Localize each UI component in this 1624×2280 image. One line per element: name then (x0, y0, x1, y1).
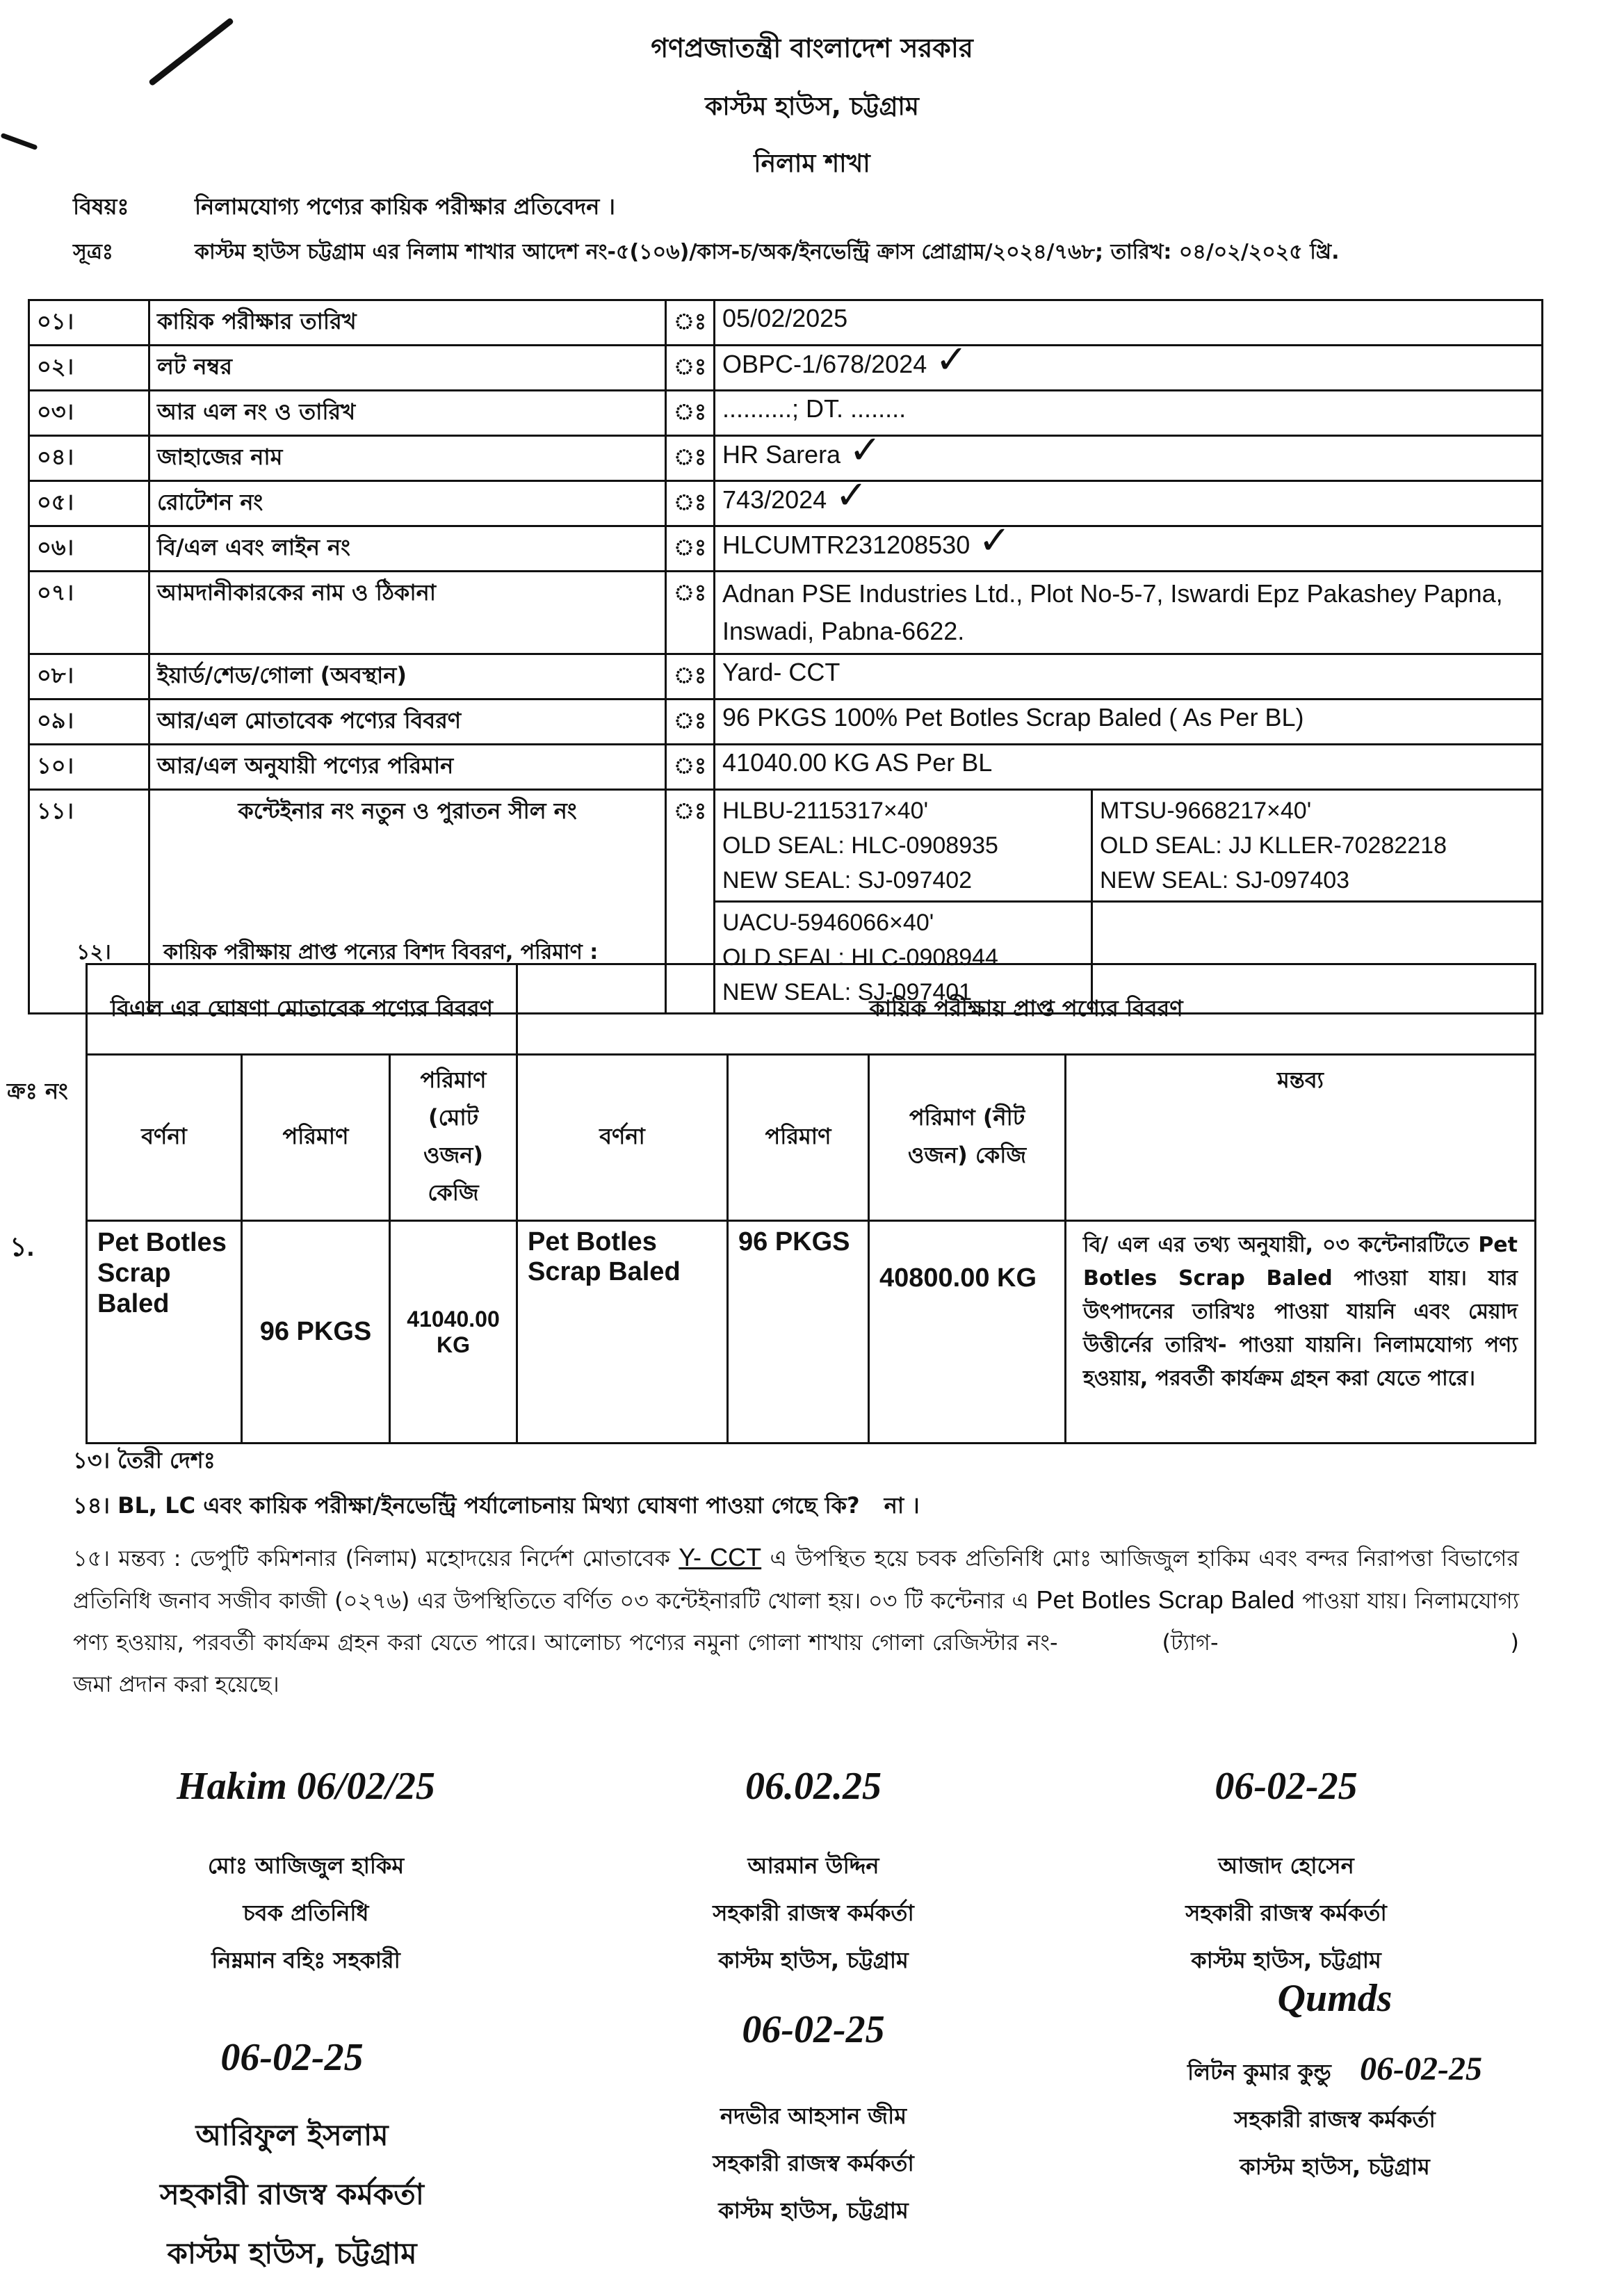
subject-label: বিষয়ঃ (73, 193, 129, 220)
info-row (29, 745, 1543, 790)
row-label: রোটেশন নং (149, 481, 666, 526)
signatory-title: সহকারী রাজস্ব কর্মকর্তা (713, 1900, 914, 1926)
separator: ঃ (666, 526, 715, 572)
signatory-name: আরমান উদ্দিন (747, 1852, 879, 1879)
row-label: আর/এল মোতাবেক পণ্যের বিবরণ (149, 700, 666, 745)
tag-label: (ট্যাগ- (1162, 1629, 1219, 1656)
row-label: আমদানীকারকের নাম ও ঠিকানা (149, 572, 666, 654)
signature-4: 06-02-25 (220, 2036, 364, 2079)
goods-quantity-value: 41040.00 KG AS Per BL (722, 748, 993, 777)
row-number: ০৬। (29, 526, 149, 572)
office-name: কাস্টম হাউস, চট্টগ্রাম (705, 92, 919, 121)
row-number: ০১। (29, 300, 149, 346)
bl-number-value: HLCUMTR231208530 (722, 531, 971, 559)
row-number: ০৩। (29, 391, 149, 436)
col-remarks: মন্তব্য (1066, 1055, 1536, 1221)
separator: ঃ (666, 745, 715, 790)
info-row (29, 572, 1543, 654)
new-seal: NEW SEAL: SJ-097402 (722, 867, 973, 894)
row-label: লট নম্বর (149, 346, 666, 391)
signatory-name: আজাদ হোসেন (1218, 1852, 1354, 1879)
old-seal: OLD SEAL: JJ KLLER-70282218 (1100, 832, 1447, 859)
signatory-title: চবক প্রতিনিধি (243, 1900, 369, 1926)
bl-description: Pet Botles Scrap Baled (87, 1221, 242, 1444)
row-number: ০৯। (29, 700, 149, 745)
signature-block-1 (125, 1724, 487, 1980)
goods-name: Pet Botles Scrap Baled (1036, 1585, 1295, 1614)
info-row (29, 391, 1543, 436)
separator: ঃ (666, 346, 715, 391)
info-row (29, 700, 1543, 745)
row-label: কায়িক পরীক্ষার তারিখ (149, 300, 666, 346)
yard-code: Y- CCT (679, 1543, 762, 1571)
col-bl-quantity: পরিমাণ (242, 1055, 390, 1221)
row-number: ০৮। (29, 654, 149, 700)
new-seal: NEW SEAL: SJ-097401 (722, 979, 973, 1005)
row-number: ০৭। (29, 572, 149, 654)
checkmark-icon: ✓ (849, 428, 882, 471)
importer-value: Adnan PSE Industries Ltd., Plot No-5-7, Iswardi Epz Pakashey Papna, Inswadi, Pabna-6622. (722, 579, 1503, 645)
signature-5: 06-02-25 (742, 2008, 885, 2051)
info-row (29, 526, 1543, 572)
exam-group-header: কায়িক পরীক্ষায় প্রাপ্ত পণ্যের বিবরণ (517, 964, 1536, 1055)
rotation-number-value: 743/2024 (722, 485, 827, 514)
lot-number-value: OBPC-1/678/2024 (722, 350, 927, 378)
exam-quantity: 96 PKGS (728, 1221, 869, 1444)
table-row (0, 1221, 1536, 1444)
exam-date-value: 05/02/2025 (722, 304, 848, 332)
row-number: ০৫। (29, 481, 149, 526)
row-label: ইয়ার্ড/শেড/গোলা (অবস্থান) (149, 654, 666, 700)
signatory-office: কাস্টম হাউস, চট্টগ্রাম (1191, 1947, 1381, 1973)
goods-table (0, 963, 1536, 1444)
vessel-name-value: HR Sarera (722, 440, 841, 469)
new-seal: NEW SEAL: SJ-097403 (1100, 867, 1350, 894)
government-name: গণপ্রজাতন্ত্রী বাংলাদেশ সরকার (651, 33, 973, 63)
section-title: কায়িক পরীক্ষায় প্রাপ্ত পন্যের বিশদ বিবরণ, পরিমাণ : (163, 940, 599, 964)
signatory-office: কাস্টম হাউস, চট্টগ্রাম (1240, 2153, 1430, 2180)
signature-6: Qumds (1277, 1977, 1392, 2020)
separator: ঃ (666, 391, 715, 436)
document-header (0, 21, 1624, 186)
signatory-office: কাস্টম হাউস, চট্টগ্রাম (167, 2236, 417, 2270)
branch-name: নিলাম শাখা (754, 149, 870, 178)
col-bl-description: বর্ণনা (87, 1055, 242, 1221)
section-14-answer: না । (884, 1492, 920, 1519)
row-number: ০৪। (29, 436, 149, 481)
rl-number-value: ..........; DT. ........ (722, 394, 907, 423)
info-row (29, 654, 1543, 700)
signatory-title: সহকারী রাজস্ব কর্মকর্তা (1234, 2106, 1436, 2133)
remark-text: ১৫। মন্তব্য : ডেপুটি কমিশনার (নিলাম) মহোদয়ের নির্দেশ মোতাবেক (73, 1545, 679, 1571)
info-table (28, 299, 1543, 1014)
signature-3: 06-02-25 (1215, 1765, 1358, 1808)
goods-description-value: 96 PKGS 100% Pet Botles Scrap Baled ( As Per BL) (722, 703, 1304, 731)
signatory-name: মোঃ আজিজুল হাকিম (207, 1852, 405, 1879)
signatory-office: কাস্টম হাউস, চট্টগ্রাম (718, 2197, 909, 2224)
container-1 (715, 791, 1091, 900)
signatory-name: লিটন কুমার কুন্ডু (1187, 2059, 1331, 2085)
separator: ঃ (666, 481, 715, 526)
signature-block-5 (667, 1961, 959, 2231)
info-row (29, 436, 1543, 481)
section-13: ১৩। তৈরী দেশঃ (73, 1447, 216, 1473)
container-2 (1091, 791, 1541, 900)
checkmark-icon: ✓ (935, 337, 968, 381)
row-label: কন্টেইনার নং নতুন ও পুরাতন সীল নং (149, 790, 666, 1014)
signature-2: 06.02.25 (745, 1765, 882, 1808)
signatory-office: কাস্টম হাউস, চট্টগ্রাম (718, 1947, 909, 1973)
col-bl-weight: পরিমাণ (মোট ওজন) কেজি (390, 1055, 517, 1221)
info-row (29, 346, 1543, 391)
signatory-title: সহকারী রাজস্ব কর্মকর্তা (160, 2177, 424, 2211)
exam-weight: 40800.00 KG (869, 1221, 1066, 1444)
col-exam-description: বর্ণনা (517, 1055, 728, 1221)
signatory-name: আরিফুল ইসলাম (195, 2118, 389, 2152)
separator: ঃ (666, 300, 715, 346)
col-exam-quantity: পরিমাণ (728, 1055, 869, 1221)
reference-text: কাস্টম হাউস চট্টগ্রাম এর নিলাম শাখার আদেশ নং-৫(১০৬)/কাস-চ/অক/ইনভেন্ট্রি ক্রাস প্রোগ্রাম/২০২৪/৭৬৮; তারিখ: ০৪/০২/২০২৫ খ্রি. (195, 240, 1340, 264)
section-15-remarks (73, 1537, 1519, 1705)
section-14-question: ১৪। BL, LC এবং কায়িক পরীক্ষা/ইনভেন্ট্রি পর্যালোচনায় মিথ্যা ঘোষণা পাওয়া গেছে কি? (73, 1492, 860, 1519)
separator: ঃ (666, 790, 715, 1014)
signatory-office: নিম্নমান বহিঃ সহকারী (211, 1947, 400, 1973)
remark-text: এ উপস্থিত হয়ে চবক প্রতিনিধি মোঃ আজিজুল হাকিম এবং বন্দর নিরাপত্তা বিভাগের প্রতিনিধি জনাব সজীব কাজী (০২৭৬) এর উপস্থিতিতে বর্ণিত ০৩ কন্টেইনারটি খোলা হয়। ০৩ টি কন্টেনার এ (73, 1545, 1519, 1614)
signature-block-2 (667, 1724, 959, 1980)
col-exam-weight: পরিমাণ (নীট ওজন) কেজি (869, 1055, 1066, 1221)
separator: ঃ (666, 572, 715, 654)
row-number: ০২। (29, 346, 149, 391)
sl-header: ক্রঃ নং (0, 964, 87, 1221)
signature-block-4 (111, 2003, 473, 2280)
signatory-title: সহকারী রাজস্ব কর্মকর্তা (713, 2150, 914, 2176)
signatory-name-line (1140, 2050, 1529, 2092)
remark-text: ) জমা প্রদান করা হয়েছে। (73, 1629, 1519, 1697)
checkmark-icon: ✓ (978, 518, 1012, 562)
exam-description: Pet Botles Scrap Baled (517, 1221, 728, 1444)
subject-line (73, 189, 615, 227)
remarks: বি/ এল এর তথ্য অনুযায়ী, ০৩ কন্টেনারটিতে Pet Botles Scrap Baled পাওয়া যায়। যার উৎপাদনের তারিখঃ পাওয়া যায়নি এবং মেয়াদ উত্তীর্নের তারিখ- পাওয়া যায়নি। নিলামযোগ্য পণ্য হওয়ায়, পরবর্তী কার্যক্রম গ্রহন করা যেতে পারে। (1066, 1221, 1536, 1444)
signatory-title: সহকারী রাজস্ব কর্মকর্তা (1185, 1900, 1387, 1926)
reference-label: সূত্রঃ (73, 240, 113, 264)
bl-weight: 41040.00 KG (390, 1221, 517, 1444)
bl-group-header: বিএল এর ঘোষণা মোতাবেক পণ্যের বিবরণ (87, 964, 517, 1055)
yard-location-value: Yard- CCT (722, 658, 841, 686)
separator: ঃ (666, 436, 715, 481)
row-label: আর এল নং ও তারিখ (149, 391, 666, 436)
info-row (29, 481, 1543, 526)
row-sl: ১. (0, 1221, 87, 1444)
container-id: HLBU-2115317×40' (722, 798, 929, 824)
row-label: জাহাজের নাম (149, 436, 666, 481)
row-label: বি/এল এবং লাইন নং (149, 526, 666, 572)
signatory-name: নদভীর আহসান জীম (720, 2103, 907, 2129)
row-number: ১১। (29, 790, 149, 1014)
container-id: MTSU-9668217×40' (1100, 798, 1312, 824)
checkmark-icon: ✓ (835, 473, 868, 517)
row-number: ১০। (29, 745, 149, 790)
remark-text: পাওয়া যায়। নিলামযোগ্য পণ্য হওয়ায়, পরবর্তী কার্যক্রম গ্রহন করা যেতে পারে। আলোচ্য পণ্যের নমুনা গোলা শাখায় গোলা রেজিস্টার নং- (73, 1587, 1519, 1656)
row-label: আর/এল অনুযায়ী পণ্যের পরিমান (149, 745, 666, 790)
info-row (29, 300, 1543, 346)
section-number: ১২। (76, 940, 111, 964)
signature-block-3 (1126, 1724, 1446, 1980)
signature-date: 06-02-25 (1359, 2051, 1482, 2087)
old-seal: OLD SEAL: HLC-0908944 (722, 944, 998, 971)
section-14 (73, 1488, 920, 1526)
container-id: UACU-5946066×40' (722, 909, 934, 936)
reference-line (73, 235, 1340, 270)
subject-text: নিলামযোগ্য পণ্যের কায়িক পরীক্ষার প্রতিবেদন । (195, 193, 615, 220)
signature-block-6 (1140, 1947, 1529, 2187)
signature-1: Hakim 06/02/25 (177, 1765, 435, 1808)
old-seal: OLD SEAL: HLC-0908935 (722, 832, 998, 859)
separator: ঃ (666, 700, 715, 745)
bl-quantity: 96 PKGS (242, 1221, 390, 1444)
separator: ঃ (666, 654, 715, 700)
